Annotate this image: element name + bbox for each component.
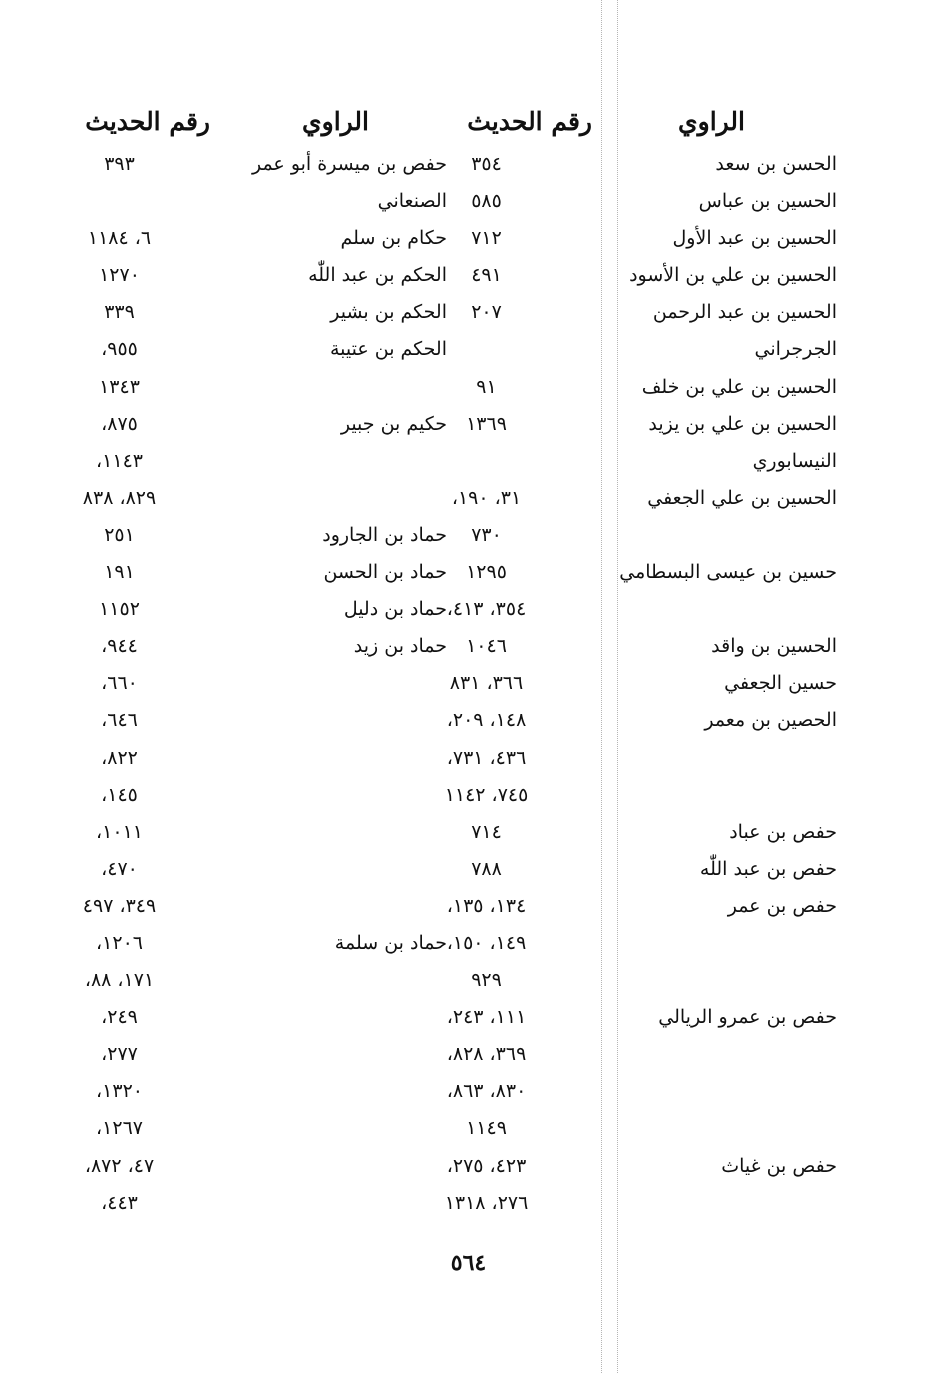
table-row (0, 591, 937, 628)
narrator-name-right (597, 1185, 837, 1222)
hadith-numbers-right: ١٤٩، ١٥٠، (446, 931, 527, 954)
hadith-numbers-right: ٣٥٤ (471, 153, 502, 175)
narrator-name-left: حماد بن الحسن (323, 561, 447, 584)
hadith-numbers-left: ١٢٦٧، (96, 1117, 143, 1140)
hadith-numbers-right: ١١٤٩ (466, 1117, 507, 1140)
hadith-numbers-left: ٣٩٣ (104, 153, 135, 175)
hadith-numbers-right: ٧١٤ (471, 820, 502, 843)
table-row (0, 1185, 937, 1222)
hadith-numbers-left: ٦٦٠، (101, 672, 138, 695)
hadith-numbers-right: ٤٣٦، ٧٣١، (446, 746, 527, 769)
table-row (0, 999, 937, 1036)
hadith-numbers-left: ١٢٧٠ (99, 264, 140, 287)
table-row (0, 257, 937, 294)
hadith-numbers-left: ١٧١، ٨٨، (84, 969, 155, 992)
hadith-numbers-right: ٧١٢ (471, 227, 502, 250)
table-row (0, 294, 937, 331)
hadith-numbers-right: ١٣٦٩ (466, 412, 507, 435)
table-row (0, 406, 937, 443)
narrator-name-left (257, 999, 447, 1036)
hadith-numbers-right: ١٠٤٦ (466, 635, 507, 658)
table-row (0, 851, 937, 888)
narrator-name-right: الحسين بن علي بن يزيد (648, 412, 837, 435)
narrator-name-left (257, 888, 447, 925)
hadith-numbers-left: ١٣٤٣ (99, 375, 140, 398)
hadith-numbers-right: ٣١، ١٩٠، (451, 486, 522, 509)
hadith-numbers-right: ٤٩١ (471, 264, 502, 287)
narrator-name-right (597, 1073, 837, 1110)
hadith-numbers-right: ٧٣٠ (471, 523, 502, 546)
narrator-name-left: حماد بن سلمة (334, 931, 447, 954)
narrator-name-left: حماد بن زيد (353, 635, 447, 658)
narrator-name-right (597, 740, 837, 777)
hadith-numbers-left: ٢٧٧، (101, 1043, 138, 1066)
hadith-numbers-right: ٣٦٩، ٨٢٨، (446, 1043, 527, 1066)
index-table (0, 146, 937, 1222)
hadith-numbers-left: ١١٥٢ (99, 598, 140, 621)
narrator-name-left (257, 1036, 447, 1073)
narrator-name-left (257, 702, 447, 739)
narrator-name-left: حماد بن الجارود (322, 523, 447, 546)
narrator-name-right: النيسابوري (752, 449, 837, 472)
hadith-numbers-left: ٢٥١ (104, 523, 135, 546)
table-row (0, 517, 937, 554)
narrator-name-right: الحسين بن واقد (711, 635, 837, 658)
hadith-numbers-right: ١٤٨، ٢٠٩، (446, 709, 527, 732)
table-row (0, 443, 937, 480)
narrator-name-right: حسين بن عيسى البسطامي (619, 561, 837, 584)
hadith-numbers-left: ٤٧٠، (101, 857, 138, 880)
narrator-name-right: الحسين بن علي الجعفي (647, 486, 837, 509)
hadith-numbers-left: ٣٣٩ (104, 301, 135, 324)
narrator-name-left (257, 1148, 447, 1185)
hadith-numbers-right: ٥٨٥ (471, 190, 502, 213)
narrator-name-right (597, 962, 837, 999)
table-row (0, 888, 937, 925)
hadith-numbers-left: ٣٤٩، ٤٩٧ (82, 894, 157, 917)
hadith-numbers-left: ٩٥٥، (101, 338, 138, 361)
table-row (0, 702, 937, 739)
narrator-name-left: الحكم بن بشير (330, 301, 447, 324)
narrator-name-left (257, 1073, 447, 1110)
narrator-name-right: حفص بن عبد اللّٰه (699, 857, 837, 880)
hadith-numbers-right: ١١١، ٢٤٣، (446, 1006, 527, 1029)
narrator-name-right: الحسن بن سعد (715, 153, 837, 175)
narrator-name-right: الحسين بن عباس (698, 190, 837, 213)
hadith-numbers-left: ٨٢٩، ٨٣٨ (82, 486, 157, 509)
narrator-name-right (597, 591, 837, 628)
hadith-numbers-right: ٢٠٧ (471, 301, 502, 324)
hadith-numbers-right: ٩١ (476, 375, 497, 398)
table-row (0, 1148, 937, 1185)
narrator-name-right (597, 1110, 837, 1147)
hadith-numbers-left: ١٩١ (104, 561, 135, 584)
table-row (0, 665, 937, 702)
hadith-numbers-left: ١٣٢٠، (96, 1080, 143, 1103)
narrator-name-left (257, 851, 447, 888)
narrator-name-right: حفص بن غياث (721, 1154, 837, 1177)
header-hadith-number-left: رقم الحديث (85, 107, 210, 136)
narrator-name-right: الجرجراني (754, 338, 837, 361)
narrator-name-left: حكيم بن جبير (340, 412, 447, 435)
narrator-name-left: حفص بن ميسرة أبو عمر (251, 153, 447, 175)
hadith-numbers-left: ٤٤٣، (101, 1191, 138, 1214)
hadith-numbers-left: ٦٤٦، (101, 709, 138, 732)
hadith-numbers-left (42, 183, 197, 220)
hadith-numbers-left: ٦، ١١٨٤ (87, 227, 152, 250)
hadith-numbers-left: ١١٤٣، (96, 449, 143, 472)
narrator-name-left (257, 777, 447, 814)
narrator-name-right: الحسين بن علي بن الأسود (629, 264, 837, 287)
table-row (0, 480, 937, 517)
hadith-numbers-left: ٤٧، ٨٧٢، (84, 1154, 155, 1177)
hadith-numbers-right: ٧٤٥، ١١٤٢ (444, 783, 529, 806)
hadith-numbers-left: ٨٢٢، (101, 746, 138, 769)
table-row (0, 740, 937, 777)
narrator-name-left: الحكم بن عتيبة (329, 338, 447, 361)
narrator-name-left (257, 962, 447, 999)
table-row (0, 369, 937, 406)
hadith-numbers-left: ١٠١١، (96, 820, 143, 843)
hadith-numbers-right: ٣٥٤، ٤١٣، (446, 598, 527, 621)
table-row (0, 962, 937, 999)
narrator-name-left (257, 740, 447, 777)
narrator-name-left: الصنعاني (377, 190, 447, 213)
table-row (0, 777, 937, 814)
narrator-name-left: الحكم بن عبد اللّٰه (308, 264, 447, 287)
narrator-name-right (597, 925, 837, 962)
narrator-name-right: حفص بن عباد (729, 820, 837, 843)
table-row (0, 331, 937, 368)
narrator-name-right: الحصين بن معمر (704, 709, 837, 732)
narrator-name-left (257, 480, 447, 517)
hadith-numbers-left: ١٢٠٦، (96, 931, 143, 954)
narrator-name-left (257, 665, 447, 702)
header-narrator-left: الراوي (302, 107, 369, 136)
hadith-numbers-right: ٨٣٠، ٨٦٣، (446, 1080, 527, 1103)
narrator-name-left: حماد بن دليل (343, 598, 447, 621)
hadith-numbers-right: ١٣٤، ١٣٥، (446, 894, 527, 917)
narrator-name-right: حسين الجعفي (724, 672, 837, 695)
narrator-name-right: الحسين بن عبد الأول (672, 227, 837, 250)
narrator-name-left (257, 369, 447, 406)
narrator-name-right (597, 517, 837, 554)
header-narrator-right: الراوي (678, 107, 745, 136)
hadith-numbers-right: ٣٦٦، ٨٣١ (449, 672, 524, 695)
narrator-name-right (597, 777, 837, 814)
hadith-numbers-left: ٢٤٩، (101, 1006, 138, 1029)
hadith-numbers-right: ٢٧٦، ١٣١٨ (444, 1191, 529, 1214)
table-row (0, 925, 937, 962)
hadith-numbers-right: ٤٢٣، ٢٧٥، (446, 1154, 527, 1177)
narrator-name-left (257, 1110, 447, 1147)
table-row (0, 1036, 937, 1073)
page-number: ٥٦٤ (450, 1250, 487, 1276)
hadith-numbers-left: ١٤٥، (101, 783, 138, 806)
table-row (0, 1110, 937, 1147)
hadith-numbers-right: ١٢٩٥ (466, 561, 507, 584)
table-row (0, 183, 937, 220)
narrator-name-left (257, 814, 447, 851)
narrator-name-right: حفص بن عمر (727, 894, 837, 917)
hadith-numbers-left: ٩٤٤، (101, 635, 138, 658)
hadith-numbers-right: ٧٨٨ (471, 857, 502, 880)
narrator-name-left (257, 1185, 447, 1222)
table-row (0, 220, 937, 257)
hadith-numbers-left: ٨٧٥، (101, 412, 138, 435)
table-row (0, 814, 937, 851)
narrator-name-right: حفص بن عمرو الريالي (658, 1006, 837, 1029)
table-row (0, 554, 937, 591)
narrator-name-right: الحسين بن عبد الرحمن (652, 301, 837, 324)
hadith-numbers-right: ٩٢٩ (471, 969, 502, 992)
header-hadith-number-right: رقم الحديث (467, 107, 592, 136)
table-row (0, 1073, 937, 1110)
narrator-name-left: حكام بن سلم (340, 227, 447, 250)
narrator-name-left (257, 443, 447, 480)
table-row (0, 628, 937, 665)
table-row (0, 146, 937, 183)
narrator-name-right (597, 1036, 837, 1073)
narrator-name-right: الحسين بن علي بن خلف (641, 375, 837, 398)
